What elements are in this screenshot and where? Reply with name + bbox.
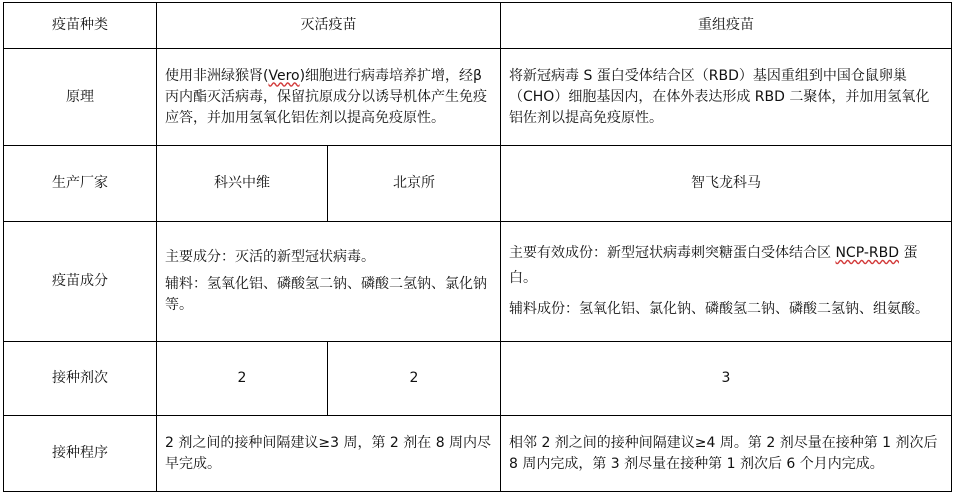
vero-term: Vero <box>268 67 300 84</box>
table-row-principle <box>4 49 952 146</box>
manufacturer-zhifei-cell: 智飞龙科马 <box>501 146 952 222</box>
manufacturer-label-cell: 生产厂家 <box>4 146 157 222</box>
table-row-composition <box>4 222 952 342</box>
composition-recombinant-main-pre: 主要有效成份：新型冠状病毒刺突糖蛋白受体结合区 <box>509 245 836 261</box>
manufacturer-beijing-cell: 北京所 <box>328 146 501 222</box>
composition-inactivated-main: 主要成分：灭活的新型冠状病毒。 <box>165 249 375 265</box>
composition-label-cell: 疫苗成分 <box>4 222 157 342</box>
doses-kexing-cell: 2 <box>157 342 328 416</box>
header-recombinant-cell: 重组疫苗 <box>501 3 952 49</box>
table-row-header <box>4 3 952 49</box>
table-row-doses <box>4 342 952 416</box>
principle-inactivated-cell <box>157 49 501 146</box>
principle-inactivated-post: )细胞进行病毒培养扩增，经β丙内酯灭活病毒，保留抗原成分以诱导机体产生免疫应答，并加用氢氧化铝佐剂以提高免疫原性。 <box>165 67 487 126</box>
ncp-rbd-term: NCP-RBD <box>835 245 899 261</box>
principle-label-cell: 原理 <box>4 49 157 146</box>
doses-zhifei-cell: 3 <box>501 342 952 416</box>
schedule-inactivated-cell: 2 剂之间的接种间隔建议≥3 周，第 2 剂在 8 周内尽早完成。 <box>157 416 501 492</box>
composition-recombinant-main <box>509 241 943 291</box>
schedule-recombinant-cell: 相邻 2 剂之间的接种间隔建议≥4 周。第 2 剂尽量在接种第 1 剂次后 8 周内完成，第 3 剂尽量在接种第 1 剂次后 6 个月内完成。 <box>501 416 952 492</box>
composition-recombinant-aux: 辅料成份：氢氧化铝、氯化钠、磷酸氢二钠、磷酸二氢钠、组氨酸。 <box>509 301 929 317</box>
composition-inactivated-aux: 辅料：氢氧化铝、磷酸氢二钠、磷酸二氢钠、氯化钠等。 <box>165 276 487 313</box>
composition-recombinant-main-post: 蛋白。 <box>509 245 918 286</box>
principle-inactivated-pre: 使用非洲绿猴肾( <box>165 67 269 84</box>
table-row-schedule <box>4 416 952 492</box>
header-inactivated-cell: 灭活疫苗 <box>157 3 501 49</box>
principle-recombinant-cell: 将新冠病毒 S 蛋白受体结合区（RBD）基因重组到中国仓鼠卵巢（CHO）细胞基因内，在体外表达形成 RBD 二聚体，并加用氢氧化铝佐剂以提高免疫原性。 <box>501 49 952 146</box>
manufacturer-kexing-cell: 科兴中维 <box>157 146 328 222</box>
composition-inactivated-cell <box>157 222 501 342</box>
table-row-manufacturer <box>4 146 952 222</box>
header-category-cell: 疫苗种类 <box>4 3 157 49</box>
schedule-label-cell: 接种程序 <box>4 416 157 492</box>
doses-beijing-cell: 2 <box>328 342 501 416</box>
doses-label-cell: 接种剂次 <box>4 342 157 416</box>
composition-recombinant-cell <box>501 222 952 342</box>
vaccine-comparison-table <box>3 2 952 492</box>
